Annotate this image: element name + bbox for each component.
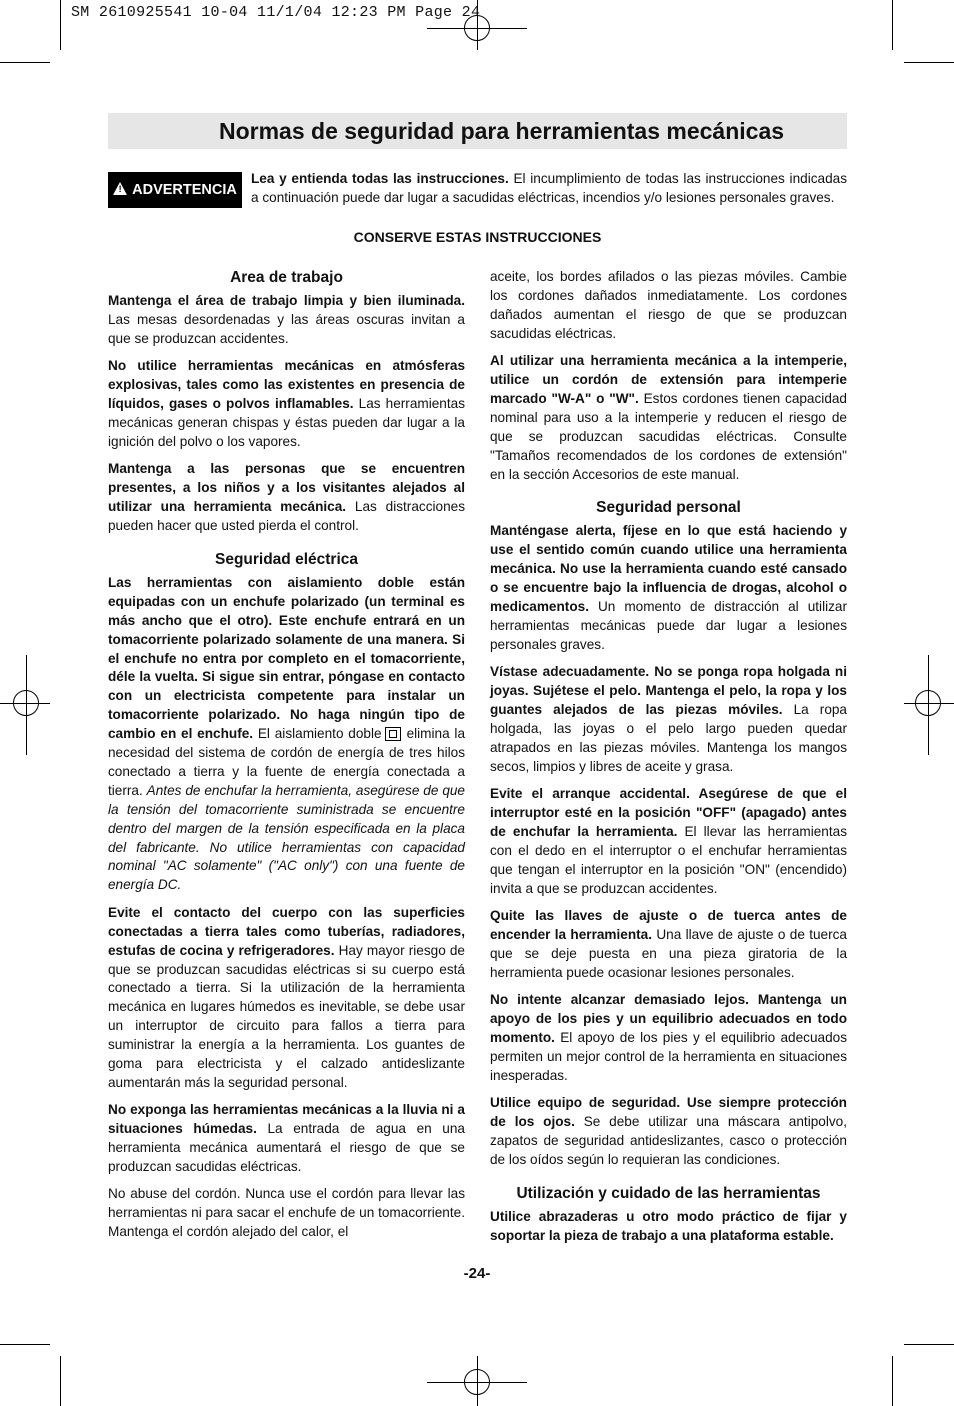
- paragraph-bold: No utilice herramientas mecánicas en atmósferas explosivas, tales como las existentes en presencia de líquidos, gases o polvos inflamables.: [108, 358, 465, 412]
- double-insulation-icon: [385, 727, 401, 741]
- paragraph: [490, 907, 847, 983]
- paragraph-text: Se debe utilizar una máscara antipolvo, zapatos de seguridad antideslizantes, casco o protección de los oídos según lo requieran las condiciones.: [490, 1114, 848, 1168]
- paragraph: [108, 574, 465, 895]
- paragraph-bold: Al utilizar una herramienta mecánica a la intemperie, utilice un cordón de extensión para intemperie marcado "W-A" o "W".: [490, 353, 847, 406]
- paragraph-text: La ropa holgada, las joyas o el pelo largo pueden quedar atrapados en las piezas móviles. Mantenga los mangos secos, limpios y libres de aceite y grasa.: [490, 702, 847, 774]
- paragraph-bold: No intente alcanzar demasiado lejos. Mantenga un apoyo de los pies y un equilibrio adecuados en todo momento.: [490, 992, 847, 1046]
- section-heading-personal: Seguridad personal: [596, 499, 741, 517]
- paragraph-text: El llevar las herramientas con el dedo en el interruptor o el enchufar herramientas que tengan el interruptor en la posición "ON" (encendido) invita a que se produzcan accidentes.: [490, 824, 847, 896]
- paragraph: [108, 1185, 465, 1242]
- paragraph: [490, 1208, 847, 1246]
- paragraph-text: elimina la necesidad del sistema de cordón de energía de tres hilos conectado a tierra y la fuente de energía conectada a tierra.: [108, 726, 465, 798]
- paragraph-italic: Antes de enchufar la herramienta, asegúrese de que la tensión del tomacorriente suministrada se encuentre dentro del margen de la tensión especificada en la placa del fabricante. No utilice herramientas con capacidad nominal "AC solamente" ("AC only") con una fuente de energía DC.: [108, 782, 465, 893]
- warning-badge-label: ADVERTENCIA: [132, 182, 237, 198]
- paragraph-text: Estos cordones tienen capacidad nominal para uso a la intemperie y reducen el riesgo de que se produzcan sacudidas eléctricas. Consulte "Tamaños recomendados de los cordones de extensión" en la sección Accesorios de este manual.: [490, 390, 847, 482]
- paragraph-text: Hay mayor riesgo de que se produzcan sacudidas eléctricas si su cuerpo está conectado a tierra. Si la utilización de la herramienta mecánica en lugares húmedos es inevitable, se debe usar un interruptor de circuito para fallos a tierra para suministrar la energía a la herramienta. Los guantes de goma para electricista y el calzado antideslizante aumentarán más la seguridad personal.: [108, 942, 465, 1090]
- paragraph-bold: Evite el arranque accidental. Asegúrese de que el interruptor esté en la posición "OFF" (apagado) antes de enchufar la herramienta.: [490, 786, 847, 840]
- paragraph: [490, 1094, 847, 1170]
- title-bar: [108, 113, 847, 149]
- section-heading-electrical: Seguridad eléctrica: [214, 550, 358, 568]
- crop-mark: [904, 62, 954, 63]
- warning-text: El incumplimiento de todas las instrucciones indicadas a continuación puede dar lugar a sacudidas eléctricas, incendios y/o lesiones personales graves.: [251, 171, 847, 205]
- paragraph-bold: Utilice equipo de seguridad. Use siempre protección de los ojos.: [490, 1095, 847, 1130]
- paragraph-text: Las distracciones pueden hacer que usted pierda el control.: [108, 499, 465, 533]
- paragraph: [108, 904, 465, 1093]
- paragraph-bold: Vístase adecuadamente. No se ponga ropa holgada ni joyas. Sujétese el pelo. Mantenga el pelo, la ropa y los guantes alejados de las piezas móviles.: [490, 664, 847, 718]
- paragraph: [490, 991, 847, 1086]
- section-heading-tool-use: Utilización y cuidado de las herramientas: [516, 1184, 821, 1202]
- paragraph: [490, 352, 847, 484]
- paragraph-bold: Mantenga el área de trabajo limpia y bien iluminada.: [108, 293, 465, 308]
- paragraph-text: Un momento de distracción al utilizar herramientas mecánicas puede dar lugar a lesiones personales graves.: [490, 599, 847, 652]
- paragraph-bold: Mantenga a las personas que se encuentren presentes, a los niños y a los visitantes alejados al utilizar una herramienta mecánica.: [108, 461, 465, 515]
- paragraph-text: Las mesas desordenadas y las áreas oscuras invitan a que se produzcan accidentes.: [108, 311, 465, 346]
- paragraph-text: Una llave de ajuste o de tuerca que se deje puesta en una pieza giratoria de la herramienta puede ocasionar lesiones personales.: [490, 927, 847, 980]
- paragraph: [490, 522, 847, 654]
- paragraph-bold: No exponga las herramientas mecánicas a la lluvia ni a situaciones húmedas.: [108, 1102, 465, 1137]
- conserve-heading: CONSERVE ESTAS INSTRUCCIONES: [353, 229, 602, 245]
- crop-mark: [904, 1344, 954, 1345]
- paragraph-text: No abuse del cordón. Nunca use el cordón para llevar las herramientas ni para sacar el enchufe de un tomacorriente. Mantenga el cordón alejado del calor, el: [108, 1186, 465, 1240]
- warning-paragraph: [108, 170, 847, 210]
- paragraph: [108, 460, 465, 536]
- paragraph: [108, 357, 465, 452]
- print-slug: SM 2610925541 10-04 11/1/04 12:23 PM Page 24: [71, 4, 481, 21]
- paragraph: [490, 785, 847, 898]
- paragraph-text: La entrada de agua en una herramienta mecánica aumentará el riesgo de que se produzcan sacudidas eléctricas.: [108, 1121, 465, 1175]
- paragraph-text: El aislamiento doble: [253, 726, 382, 742]
- crop-mark: [0, 1344, 50, 1345]
- paragraph-bold: Evite el contacto del cuerpo con las superficies conectadas a tierra tales como tuberías, radiadores, estufas de cocina y refrigeradores.: [108, 904, 465, 958]
- paragraph: [108, 1101, 465, 1177]
- left-column: [108, 268, 465, 1251]
- crop-mark: [892, 1356, 893, 1406]
- paragraph-text: El apoyo de los pies y el equilibrio adecuados permiten un mejor control de la herramienta en situaciones inesperadas.: [490, 1030, 847, 1083]
- warning-badge: [108, 172, 242, 208]
- paragraph: [490, 663, 847, 776]
- warning-triangle-icon: !: [113, 182, 127, 195]
- paragraph-bold: Quite las llaves de ajuste o de tuerca antes de encender la herramienta.: [490, 908, 847, 943]
- right-column: [490, 268, 847, 1254]
- crop-mark: [892, 0, 893, 50]
- page-title: Normas de seguridad para herramientas mecánicas: [219, 118, 785, 144]
- crop-mark: [60, 0, 61, 50]
- paragraph: [108, 292, 465, 349]
- crop-mark: [0, 62, 50, 63]
- page-number: -24-: [463, 1265, 491, 1282]
- paragraph-bold: Manténgase alerta, fíjese en lo que está haciendo y use el sentido común cuando utilice una herramienta mecánica. No use la herramienta cuando esté cansado o se encuentre bajo la influencia de drogas, alcohol o medicamentos.: [490, 523, 847, 615]
- paragraph-bold: Las herramientas con aislamiento doble están equipadas con un enchufe polarizado (un terminal es más ancho que el otro). Este enchufe entrará en un tomacorriente polarizado solamente de una manera. Si el enchufe no entra por completo en el tomacorriente, déle la vuelta. Si sigue sin entrar, póngase en contacto con un electricista competente para instalar un tomacorriente polarizado. No haga ningún tipo de cambio en el enchufe.: [108, 574, 465, 742]
- warning-bold: Lea y entienda todas las instrucciones.: [251, 171, 509, 186]
- paragraph-text: aceite, los bordes afilados o las piezas móviles. Cambie los cordones dañados inmediatamente. Los cordones dañados aumentan el riesgo de que se produzcan sacudidas eléctricas.: [490, 269, 847, 341]
- paragraph: [490, 268, 847, 344]
- section-heading-area: Area de trabajo: [230, 269, 343, 286]
- paragraph-text: Las herramientas mecánicas generan chispas y éstas pueden dar lugar a la ignición del polvo o los vapores.: [108, 396, 465, 449]
- crop-mark: [60, 1356, 61, 1406]
- paragraph-bold: Utilice abrazaderas u otro modo práctico de fijar y soportar la pieza de trabajo a una plataforma estable.: [490, 1208, 847, 1243]
